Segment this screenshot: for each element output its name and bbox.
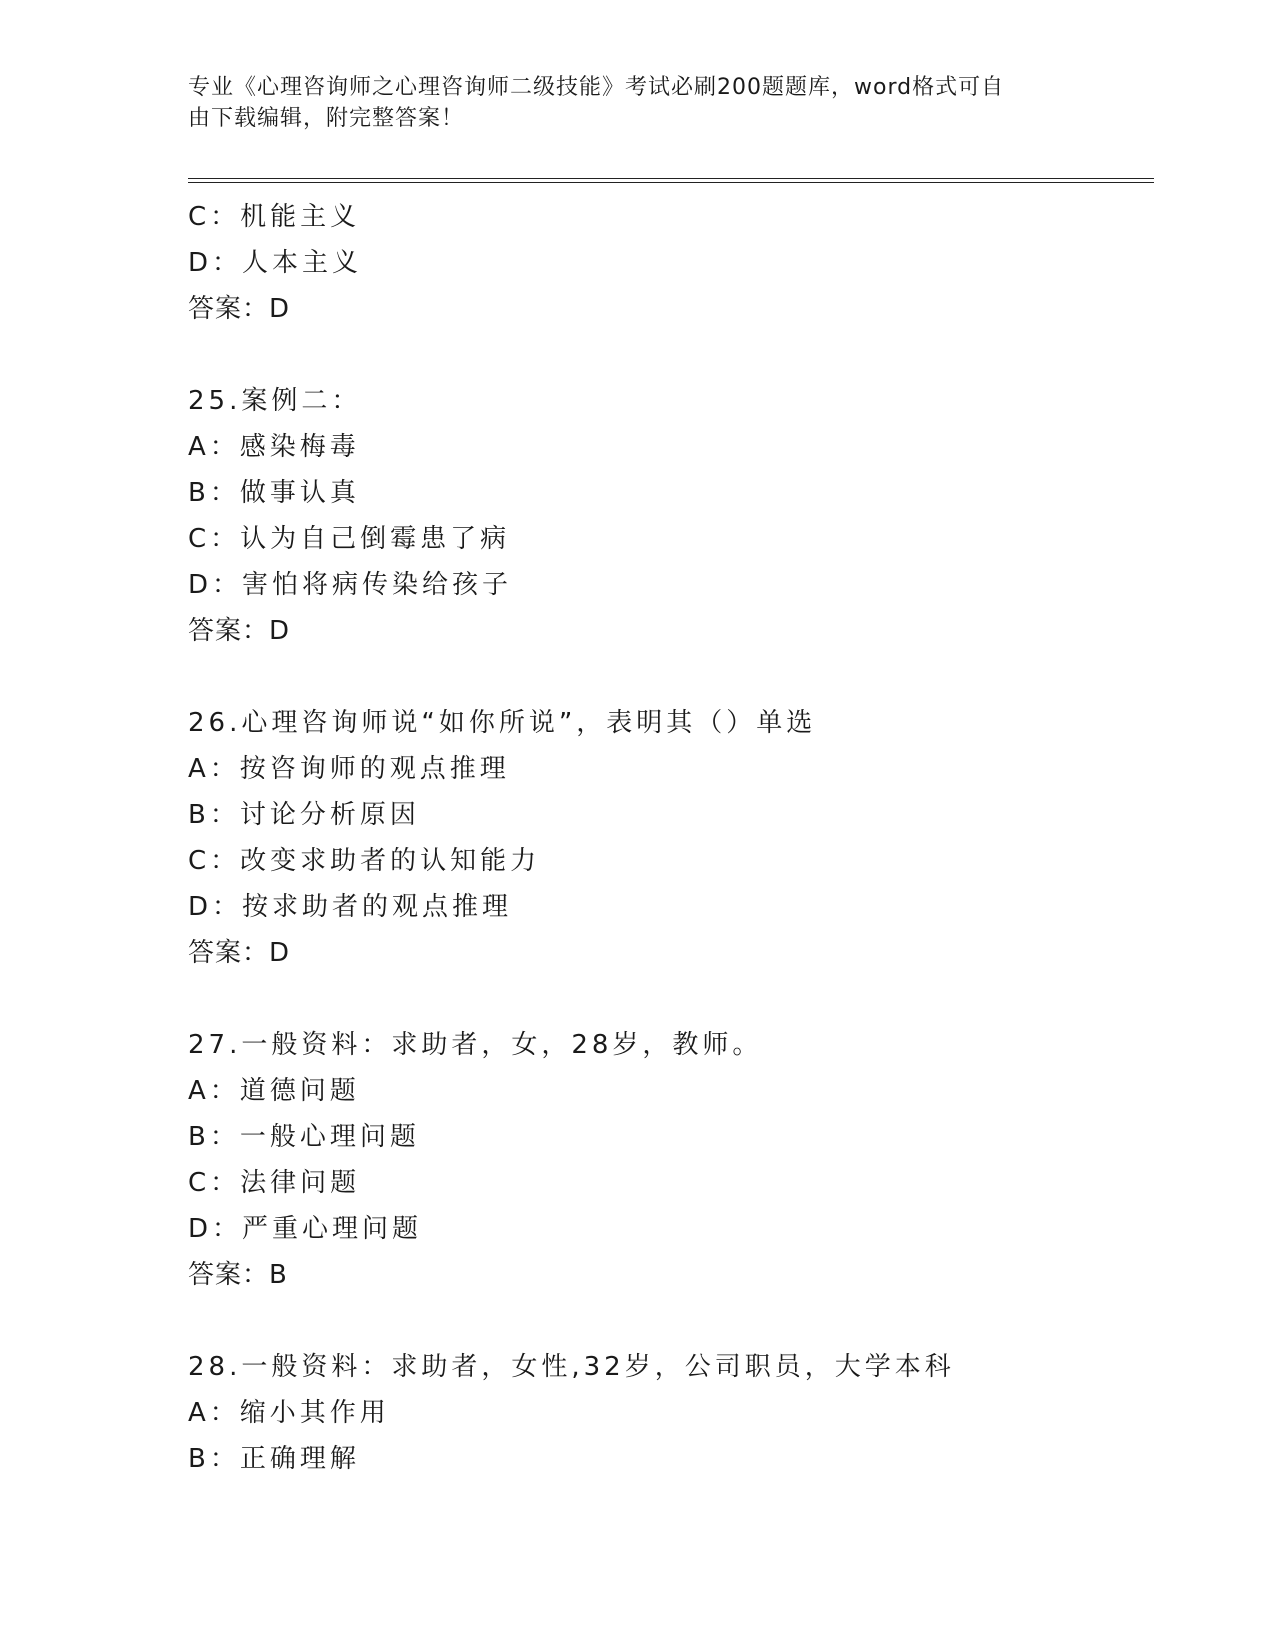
question-stem: 26.心理咨询师说“如你所说”，表明其（）单选 [188,708,817,738]
question-stem: 25.案例二： [188,386,362,416]
option-c: C：法律问题 [188,1168,361,1198]
question-stem: 27.一般资料：求助者，女，28岁，教师。 [188,1030,763,1060]
question-stem: 28.一般资料：求助者，女性,32岁，公司职员，大学本科 [188,1352,955,1382]
answer: 答案：D [188,938,291,968]
question-27 [188,1022,1148,1298]
question-28 [188,1344,1148,1482]
option-a: A：缩小其作用 [188,1398,390,1428]
answer: 答案：B [188,1260,288,1290]
option-d: D：人本主义 [188,248,363,278]
option-d: D：按求助者的观点推理 [188,892,513,922]
answer: 答案：D [188,294,291,324]
option-c: C：机能主义 [188,202,361,232]
option-a: A：按咨询师的观点推理 [188,754,510,784]
question-26 [188,700,1148,976]
option-a: A：道德问题 [188,1076,360,1106]
option-b: B：讨论分析原因 [188,800,420,830]
question-24-tail [188,194,1148,332]
document-header [188,72,1088,134]
option-d: D：害怕将病传染给孩子 [188,570,513,600]
question-25 [188,378,1148,654]
option-b: B：一般心理问题 [188,1122,420,1152]
header-line-1: 专业《心理咨询师之心理咨询师二级技能》考试必刷200题题库，word格式可自 [188,75,1005,100]
option-c: C：改变求助者的认知能力 [188,846,541,876]
option-c: C：认为自己倒霉患了病 [188,524,511,554]
header-line-2: 由下载编辑，附完整答案！ [188,106,465,131]
option-a: A：感染梅毒 [188,432,360,462]
answer: 答案：D [188,616,291,646]
question-list [188,194,1148,1482]
option-d: D：严重心理问题 [188,1214,423,1244]
option-b: B：正确理解 [188,1444,360,1474]
header-divider [188,178,1154,183]
option-b: B：做事认真 [188,478,360,508]
